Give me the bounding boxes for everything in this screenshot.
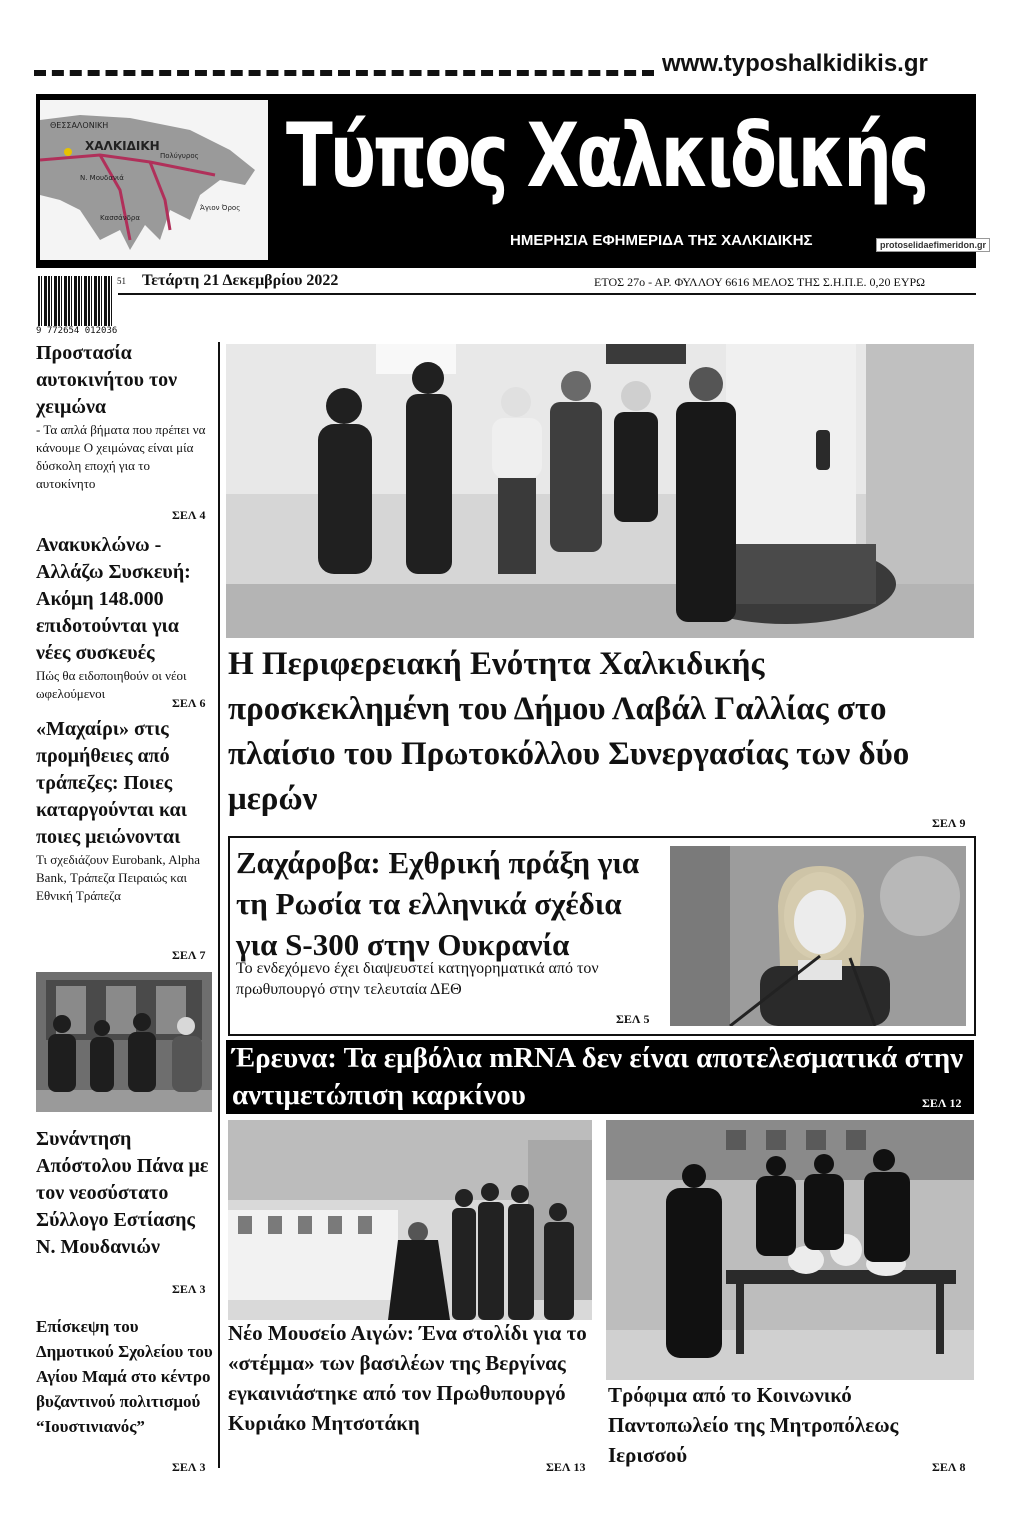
column-divider: [218, 342, 220, 1468]
sidebar-story-headline: Ανακυκλώνω - Αλλάζω Συσκευή: Ακόμη 148.000 επιδοτούνται για νέες συσκευές: [36, 534, 191, 664]
sidebar-story-car-winter[interactable]: [36, 340, 211, 493]
watermark: protoselidaefimeridon.gr: [876, 238, 990, 252]
photo-meeting-restaurants: [36, 972, 212, 1112]
sidebar-story-summary: - Τα απλά βήματα που πρέπει να κάνουμε Ο χειμώνας είναι μία δύσκολη εποχή για το αυτοκίνητο: [36, 422, 206, 491]
zakharova-summary: Το ενδεχόμενο έχει διαψευστεί κατηγορηματικά από τον πρωθυπουργό στην τελευταία ΔΕΘ: [236, 960, 599, 998]
map-label-agion-oros: Άγιον Όρος: [200, 204, 241, 212]
zakharova-story-box[interactable]: [228, 836, 976, 1036]
photo-social-grocery: [606, 1120, 974, 1380]
sidebar-story-page: ΣΕΛ 6: [172, 696, 206, 710]
sidebar-story-page: ΣΕΛ 7: [172, 948, 206, 962]
main-headline[interactable]: Η Περιφερειακή Ενότητα Χαλκιδικής προσκεκλημένη του Δήμου Λαβάλ Γαλλίας στο πλαίσιο του Πρωτοκόλλου Συνεργασίας των δύο μερών: [228, 646, 910, 817]
barcode-number: 9 772654 012036: [36, 326, 118, 336]
museum-headline[interactable]: Νέο Μουσείο Αιγών: Ένα στολίδι για το «στέμμα» των βασιλέων της Βεργίνας εγκαινιάστηκε από τον Πρωθυπουργό Κυριάκο Μητσοτάκη: [228, 1321, 587, 1435]
food-headline[interactable]: Τρόφιμα από το Κοινωνικό Παντοπωλείο της Μητροπόλεως Ιερισσού: [608, 1383, 899, 1467]
halkidiki-map-logo: [40, 100, 268, 260]
header-rule: [118, 293, 976, 295]
masthead: [36, 94, 976, 268]
sidebar-story-headline: Προστασία αυτοκινήτου τον χειμώνα: [36, 342, 178, 418]
map-label-thessaloniki: ΘΕΣΣΑΛΟΝΙΚΗ: [50, 121, 109, 130]
sidebar-story-page: ΣΕΛ 4: [172, 508, 206, 522]
sidebar-story-pana-meeting[interactable]: [36, 1126, 216, 1261]
zakharova-page: ΣΕΛ 5: [616, 1012, 650, 1026]
map-label-polygyros: Πολύγυρος: [160, 152, 199, 160]
sidebar-story-headline: «Μαχαίρι» στις προμήθειες από τράπεζες: Ποιες καταργούνται και ποιες μειώνονται: [36, 718, 187, 848]
sidebar-story-summary: Πώς θα ειδοποιηθούν οι νέοι ωφελούμενοι: [36, 668, 187, 701]
sidebar-story-page: ΣΕΛ 3: [172, 1282, 206, 1296]
map-label-nmoudania: Ν. Μουδανιά: [80, 174, 124, 182]
map-label-halkidiki: ΧΑΛΚΙΔΙΚΗ: [85, 139, 160, 153]
sidebar-story-school-visit[interactable]: [36, 1314, 216, 1439]
sidebar-story-recycle[interactable]: [36, 532, 214, 703]
issue-small-number: 51: [117, 276, 126, 286]
research-page: ΣΕΛ 12: [922, 1096, 962, 1110]
photo-aigai-museum: [228, 1120, 592, 1320]
sidebar-story-headline: Επίσκεψη του Δημοτικού Σχολείου του Αγίου Μαμά στο κέντρο βυζαντινού πολιτισμού “Ιουστινιανός”: [36, 1317, 213, 1436]
museum-page: ΣΕΛ 13: [546, 1460, 586, 1474]
sidebar-story-bank-fees[interactable]: [36, 716, 214, 905]
photo-zakharova: [670, 846, 966, 1026]
sidebar-story-headline: Συνάντηση Απόστολου Πάνα με τον νεοσύστατο Σύλλογο Εστίασης Ν. Μουδανιών: [36, 1128, 209, 1258]
sidebar-story-summary: Τι σχεδιάζουν Eurobank, Alpha Bank, Τράπεζα Πειραιώς και Εθνική Τράπεζα: [36, 852, 200, 903]
website-url[interactable]: www.typoshalkidikis.gr: [662, 50, 928, 77]
research-story-bar[interactable]: [226, 1040, 974, 1114]
barcode: [38, 276, 114, 326]
newspaper-title: Τύπος Χαλκιδικής: [286, 104, 927, 207]
research-headline: Έρευνα: Τα εμβόλια mRNA δεν είναι αποτελεσματικά στην αντιμετώπιση καρκίνου: [232, 1042, 964, 1111]
photo-laval-delegation: [226, 344, 974, 638]
food-page: ΣΕΛ 8: [932, 1460, 966, 1474]
year-info: ΕΤΟΣ 27ο - ΑΡ. ΦΥΛΛΟΥ 6616 ΜΕΛΟΣ ΤΗΣ Σ.Η.Π.Ε. 0,20 ΕΥΡΩ: [594, 275, 926, 289]
header-dashed-rule: [34, 70, 654, 76]
issue-date: Τετάρτη 21 Δεκεμβρίου 2022: [142, 272, 339, 289]
main-story-page: ΣΕΛ 9: [932, 816, 966, 830]
map-label-kassandra: Κασσάνδρα: [100, 214, 140, 222]
sidebar-story-page: ΣΕΛ 3: [172, 1460, 206, 1474]
newspaper-subtitle: ΗΜΕΡΗΣΙΑ ΕΦΗΜΕΡΙΔΑ ΤΗΣ ΧΑΛΚΙΔΙΚΗΣ: [510, 232, 813, 249]
zakharova-headline: Ζαχάροβα: Εχθρική πράξη για τη Ρωσία τα ελληνικά σχέδια για S-300 στην Ουκρανία: [236, 845, 640, 962]
